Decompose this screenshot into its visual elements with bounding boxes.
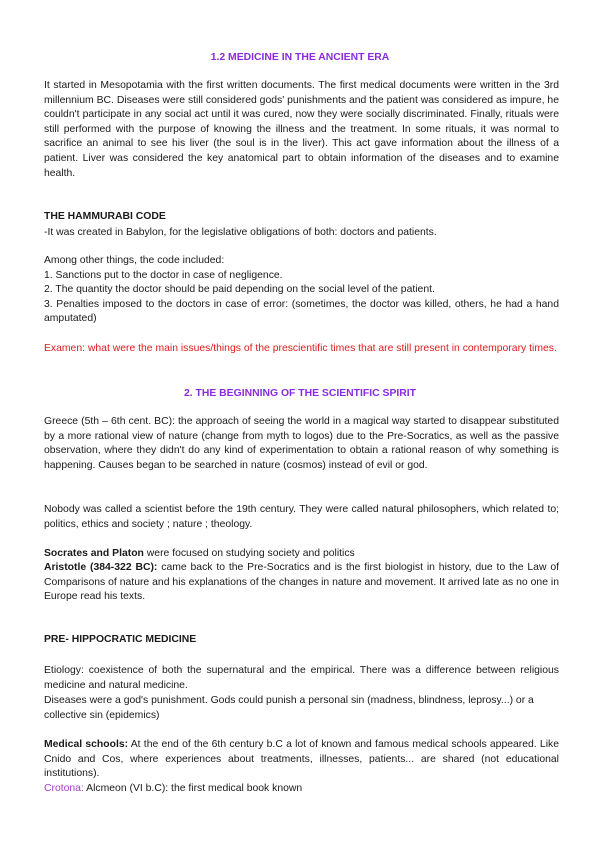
aristotle-text: came back to the Pre-Socratics and is the first biologist in history, due to the Law of Comparisons of nature and his explanations of the changes in nature and movement. It arrived late as no one in Europe read his texts. xyxy=(44,562,559,603)
crotona-label: Crotona: xyxy=(44,783,84,794)
etiology-paragraph: Etiology: coexistence of both the supernatural and the empirical. There was a difference between religious medicine and natural medicine. xyxy=(44,665,559,691)
socrates-text: were focused on studying society and politics xyxy=(143,548,355,559)
hammurabi-list xyxy=(44,254,559,327)
hammurabi-heading: THE HAMMURABI CODE xyxy=(44,211,166,222)
section-title-scientific-spirit: 2. THE BEGINNING OF THE SCIENTIFIC SPIRIT xyxy=(183,388,417,399)
mesopotamia-paragraph: It started in Mesopotamia with the first written documents. The first medical documents were written in the 3rd millennium BC. Diseases were still considered gods' punishments and the patient was considered as impure, he couldn't participate in any social act until it was cured, now they were socially discriminated. Finally, rituals were still performed with the purpose of knowing the illness and the treatment. In some rituals, it was normal to sacrifice an animal to see his liver (the soul is in the liver). This act gave information about the illness of a patient. Liver was considered the key anatomical part to obtain information of the diseases and to examine health. xyxy=(44,80,559,179)
hammurabi-intro: -It was created in Babylon, for the legislative obligations of both: doctors and patients. xyxy=(44,227,437,238)
socrates-label: Socrates and Platon xyxy=(44,548,144,559)
medical-schools-label: Medical schools: xyxy=(44,739,129,750)
list-item: 1. Sanctions put to the doctor in case of negligence. xyxy=(44,269,283,281)
exam-note: Examen: what were the main issues/things of the prescientific times that are still present in contemporary times. xyxy=(44,343,557,354)
prehippocratic-heading: PRE- HIPPOCRATIC MEDICINE xyxy=(44,634,197,645)
medical-schools-paragraph xyxy=(44,738,559,782)
scientist-paragraph: Nobody was called a scientist before the 19th century. They were called natural philosophers, which related to; politics, ethics and society ; nature ; theology. xyxy=(44,504,559,530)
greece-paragraph: Greece (5th – 6th cent. BC): the approach of seeing the world in a magical way started to disappear substituted by a more rational view of nature (change from myth to logos) due to the Pre-Socratics, as well as the passive observation, where they didn't do any kind of experimentation to obtain a rational reason of why something is happening. Causes began to be searched in nature (cosmos) instead of evil or god. xyxy=(44,416,559,471)
diseases-paragraph: Diseases were a god's punishment. Gods could punish a personal sin (madness, blindness, leprosy...) or a collective sin (epidemics) xyxy=(44,695,534,721)
crotona-text: Alcmeon (VI b.C): the first medical book known xyxy=(83,783,303,794)
section-title-ancient-era: 1.2 MEDICINE IN THE ANCIENT ERA xyxy=(210,52,390,63)
medical-schools-text: At the end of the 6th century b.C a lot of known and famous medical schools appeared. Like Cnido and Cos, where experiences about treatments, illnesses, patients... are shared (not educational institutions). xyxy=(44,739,559,780)
list-item: 2. The quantity the doctor should be paid depending on the social level of the patient. xyxy=(44,284,435,296)
aristotle-paragraph xyxy=(44,561,559,605)
list-item: 3. Penalties imposed to the doctors in case of error: (sometimes, the doctor was killed, others, he had a hand amputated) xyxy=(44,298,559,325)
socrates-line xyxy=(44,547,559,562)
crotona-line xyxy=(44,782,559,797)
hammurabi-list-intro: Among other things, the code included: xyxy=(44,255,225,266)
aristotle-label: Aristotle (384-322 BC): xyxy=(44,562,158,573)
